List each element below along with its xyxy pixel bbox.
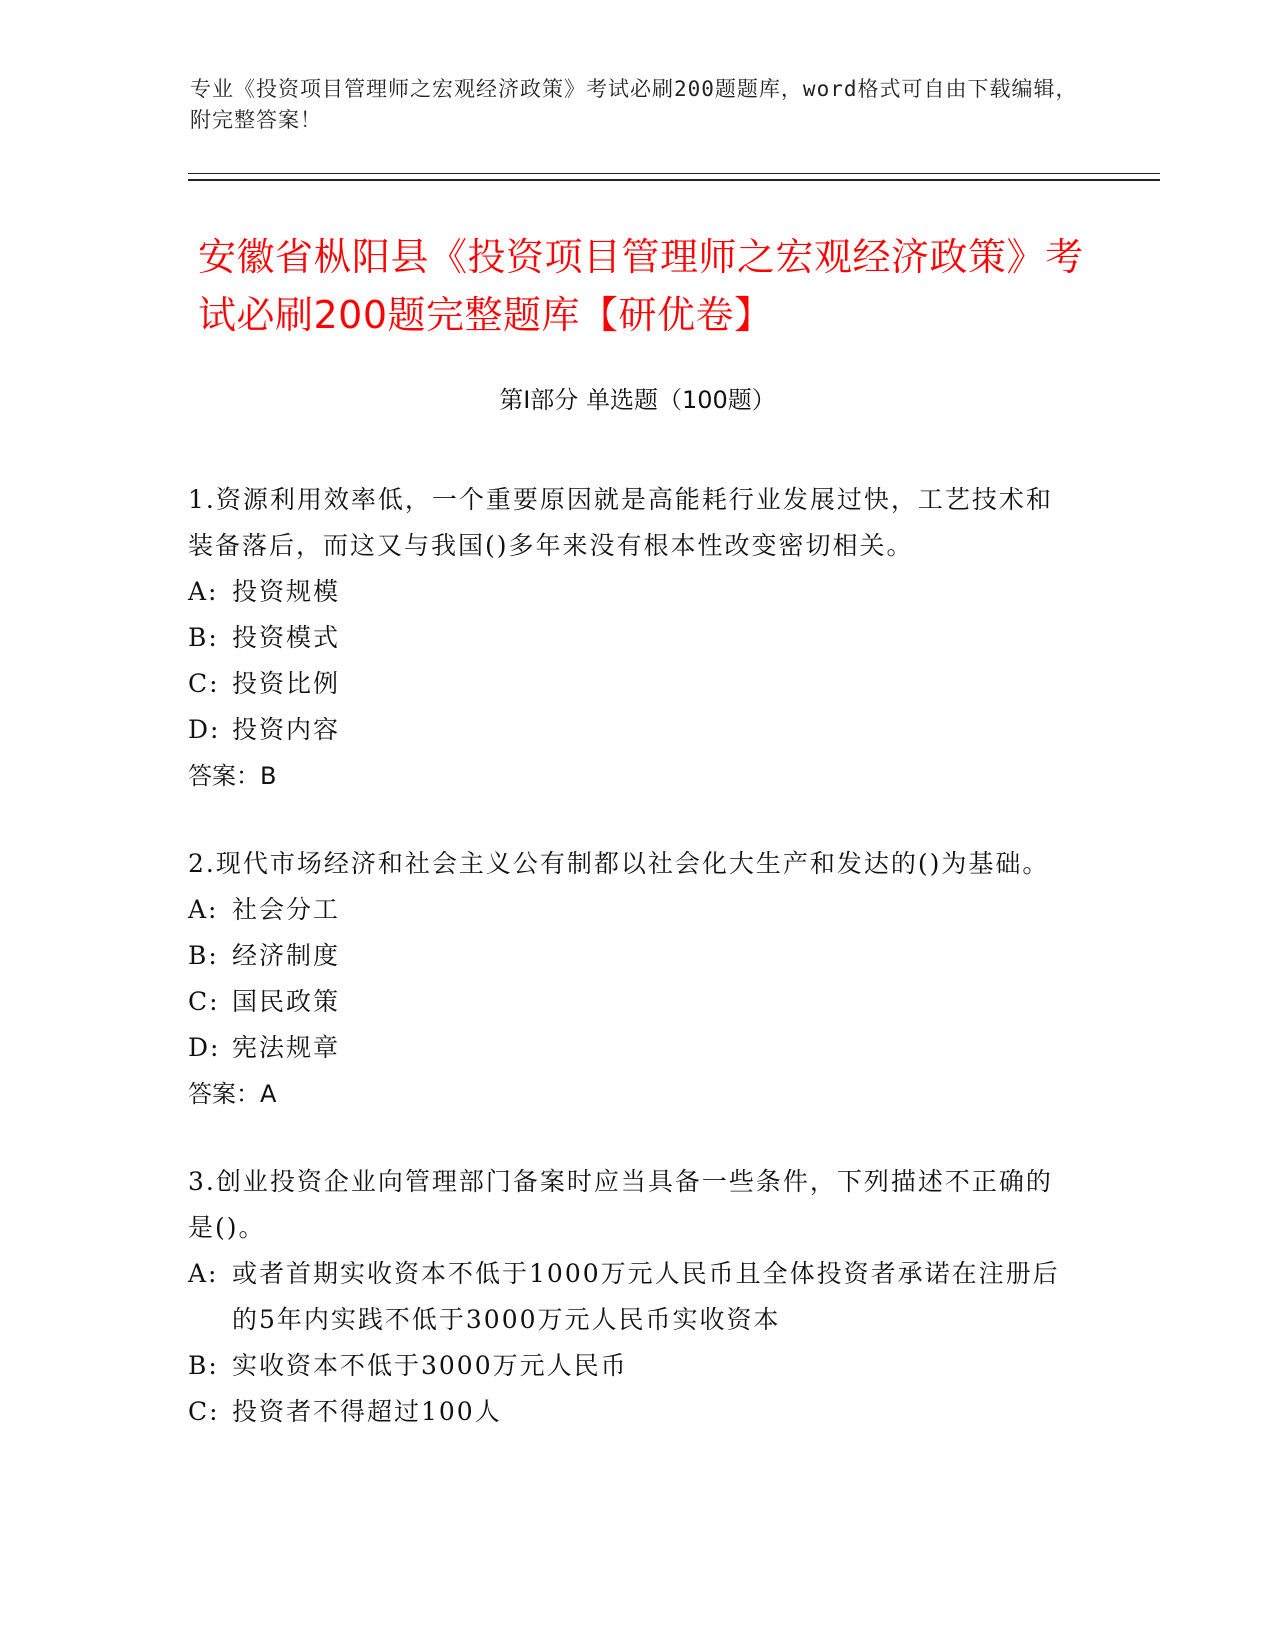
- option-key: C:: [188, 1397, 220, 1426]
- option-key: D:: [188, 715, 221, 744]
- header-divider-thin: [188, 173, 1160, 174]
- option-key: D:: [188, 1033, 221, 1062]
- option-text: 投资模式: [232, 623, 341, 652]
- answer: 答案：A: [188, 1080, 277, 1108]
- option-key: A:: [188, 577, 219, 606]
- option-a: [188, 887, 1068, 933]
- option-key: B:: [188, 623, 219, 652]
- question-stem: 1.资源利用效率低，一个重要原因就是高能耗行业发展过快，工艺技术和装备落后，而这又与我国()多年来没有根本性改变密切相关。: [188, 485, 1053, 560]
- option-text: 或者首期实收资本不低于1000万元人民币且全体投资者承诺在注册后的5年内实践不低于3000万元人民币实收资本: [232, 1259, 1060, 1334]
- option-a: [188, 1251, 1068, 1343]
- question-list: [188, 477, 1068, 1477]
- question-stem: 2.现代市场经济和社会主义公有制都以社会化大生产和发达的()为基础。: [188, 849, 1050, 878]
- option-key: C:: [188, 987, 220, 1016]
- option-key: B:: [188, 1351, 219, 1380]
- option-text: 投资者不得超过100人: [232, 1397, 502, 1426]
- option-d: [188, 1025, 1068, 1071]
- option-text: 投资比例: [232, 669, 341, 698]
- option-text: 经济制度: [232, 941, 341, 970]
- document-title: 安徽省枞阳县《投资项目管理师之宏观经济政策》考试必刷200题完整题库【研优卷】: [198, 235, 1084, 337]
- option-b: [188, 933, 1068, 979]
- option-c: [188, 661, 1068, 707]
- option-key: A:: [188, 1259, 219, 1288]
- option-text: 国民政策: [232, 987, 341, 1016]
- option-b: [188, 615, 1068, 661]
- option-text: 投资规模: [232, 577, 341, 606]
- option-text: 投资内容: [232, 715, 341, 744]
- question-2: [188, 841, 1068, 1117]
- answer: 答案：B: [188, 762, 277, 790]
- option-key: A:: [188, 895, 219, 924]
- question-3: [188, 1159, 1068, 1435]
- option-text: 社会分工: [232, 895, 341, 924]
- option-d: [188, 707, 1068, 753]
- question-stem: 3.创业投资企业向管理部门备案时应当具备一些条件，下列描述不正确的是()。: [188, 1167, 1053, 1242]
- option-text: 宪法规章: [232, 1033, 341, 1062]
- option-text: 实收资本不低于3000万元人民币: [232, 1351, 628, 1380]
- question-1: [188, 477, 1068, 799]
- option-a: [188, 569, 1068, 615]
- option-c: [188, 1389, 1068, 1435]
- header-divider-thick: [188, 179, 1160, 181]
- header-note: 专业《投资项目管理师之宏观经济政策》考试必刷200题题库，word格式可自由下载编辑，附完整答案！: [190, 77, 1078, 132]
- option-key: C:: [188, 669, 220, 698]
- option-key: B:: [188, 941, 219, 970]
- option-c: [188, 979, 1068, 1025]
- section-title: 第Ⅰ部分 单选题（100题）: [499, 386, 776, 414]
- option-b: [188, 1343, 1068, 1389]
